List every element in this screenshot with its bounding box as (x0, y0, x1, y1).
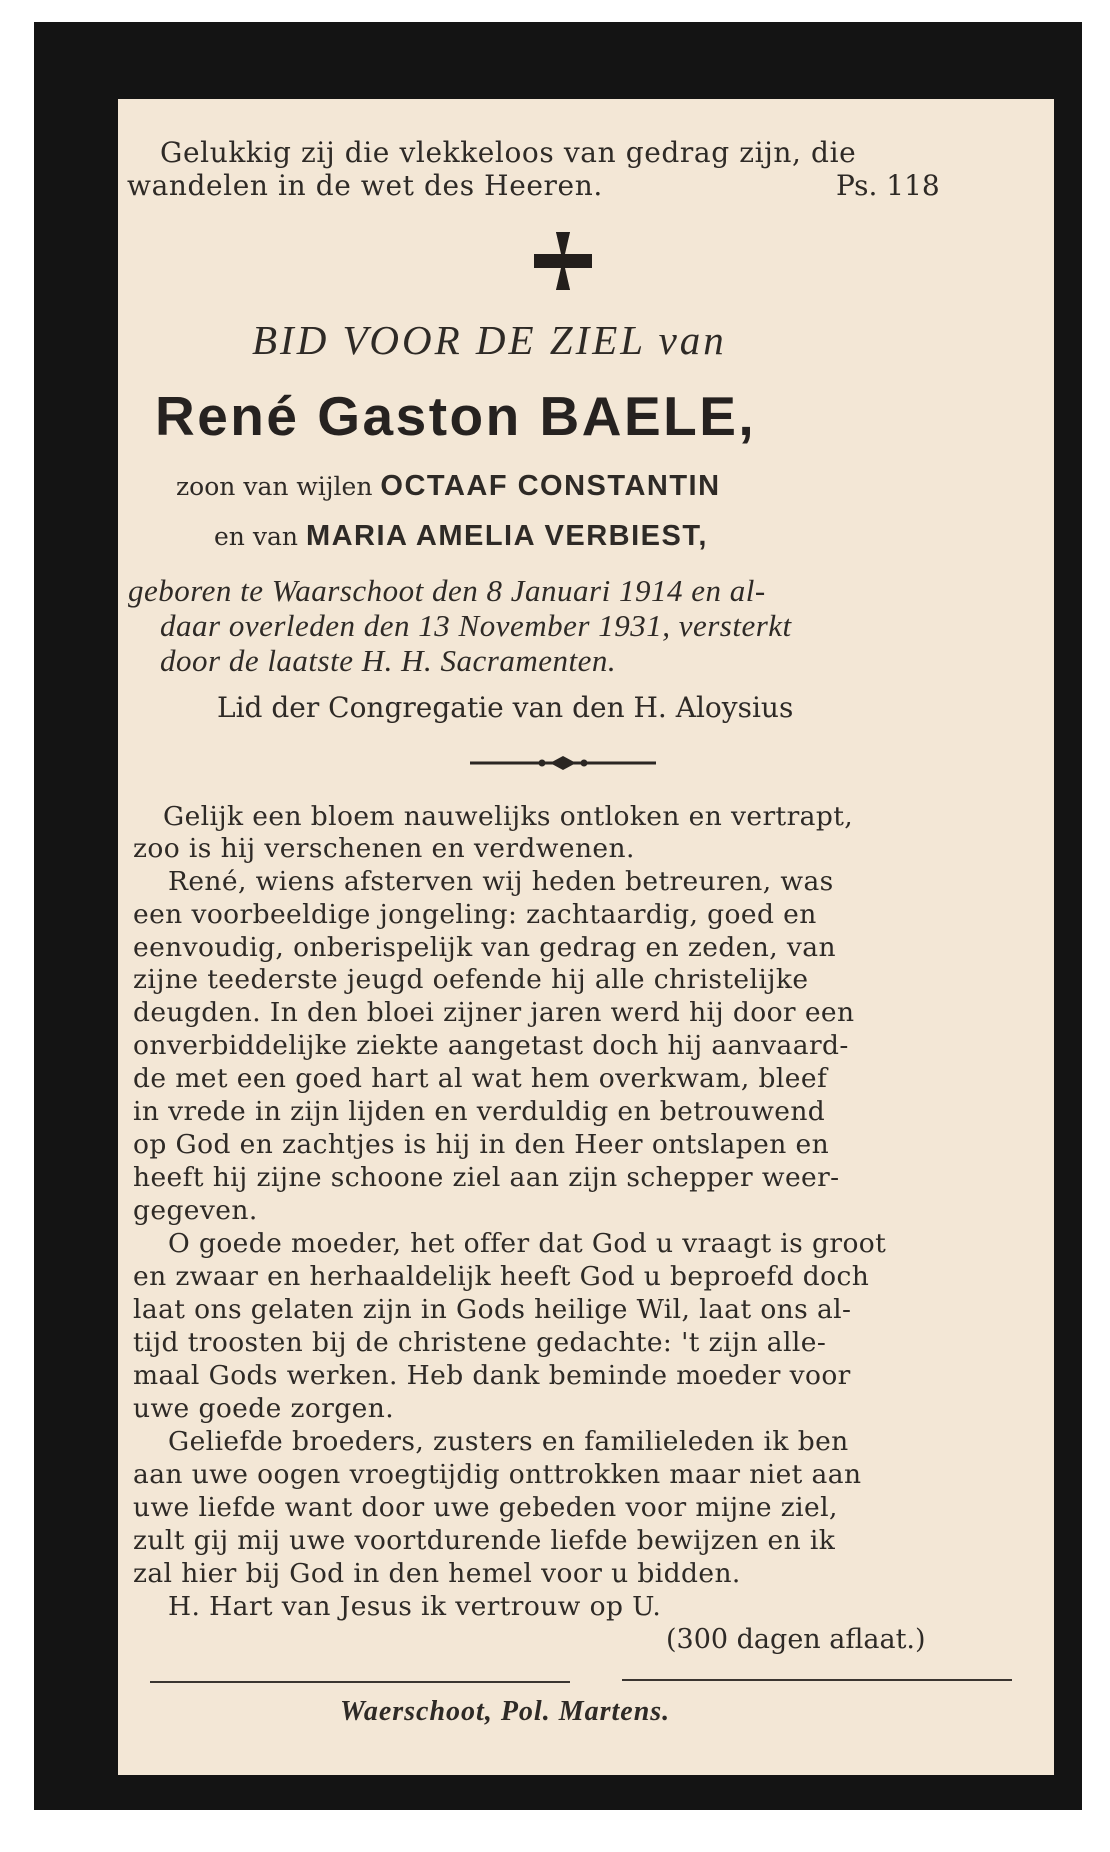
indulgence-note: (300 dagen aflaat.) (666, 1624, 926, 1655)
body-line-13: gegeven. (133, 1195, 258, 1226)
birth-line-2: daar overleden den 13 November 1931, versterkt (160, 608, 792, 643)
footer-rule-left (150, 1681, 570, 1683)
motto-line-2: wandelen in de wet des Heeren. (127, 169, 603, 202)
body-line-11: op God en zachtjes is hij in den Heer ontslapen en (133, 1129, 830, 1160)
body-line-18: maal Gods werken. Heb dank beminde moeder voor (133, 1360, 851, 1391)
body-line-25: H. Hart van Jesus ik vertrouw op U. (168, 1591, 662, 1622)
body-line-5: eenvoudig, onberispelijk van gedrag en zeden, van (133, 932, 836, 963)
body-line-24: zal hier bij God in den hemel voor u bidden. (133, 1558, 741, 1589)
father-line (176, 470, 721, 503)
body-line-4: een voorbeeldige jongeling: zachtaardig, goed en (133, 899, 817, 930)
body-line-8: onverbiddelijke ziekte aangetast doch hij aanvaard- (133, 1030, 849, 1061)
body-line-21: aan uwe oogen vroegtijdig onttrokken maar niet aan (133, 1459, 862, 1490)
printer-imprint: Waerschoot, Pol. Martens. (340, 1696, 671, 1727)
prayer-heading: BID VOOR DE ZIEL van (252, 317, 727, 363)
body-line-19: uwe goede zorgen. (133, 1393, 395, 1424)
divider-ornament-icon (470, 754, 656, 772)
body-line-7: deugden. In den bloei zijner jaren werd hij door een (133, 997, 855, 1028)
body-line-10: in vrede in zijn lijden en verduldig en betrouwend (133, 1096, 826, 1127)
footer-rule-right (622, 1679, 1012, 1681)
membership-line: Lid der Congregatie van den H. Aloysius (217, 691, 794, 724)
body-line-20: Geliefde broeders, zusters en familieleden ik ben (168, 1426, 849, 1457)
motto-line-1: Gelukkig zij die vlekkeloos van gedrag zijn, die (160, 136, 857, 169)
body-line-14: O goede moeder, het offer dat God u vraagt is groot (168, 1228, 887, 1259)
father-name: OCTAAF CONSTANTIN (380, 470, 721, 502)
body-line-1: Gelijk een bloem nauwelijks ontloken en vertrapt, (163, 801, 854, 832)
body-line-17: tijd troosten bij de christene gedachte: 't zijn alle- (133, 1327, 827, 1358)
mother-name: MARIA AMELIA VERBIEST, (305, 520, 708, 552)
body-line-6: zijne teederste jeugd oefende hij alle christelijke (133, 964, 809, 995)
birth-line-3: door de laatste H. H. Sacramenten. (160, 643, 617, 678)
deceased-name: René Gaston BAELE, (155, 385, 757, 447)
cross-pattee-icon (532, 230, 594, 292)
motto-reference: Ps. 118 (836, 169, 940, 202)
body-line-23: zult gij mij uwe voortdurende liefde bewijzen en ik (133, 1525, 836, 1556)
body-line-15: en zwaar en herhaaldelijk heeft God u beproefd doch (133, 1261, 870, 1292)
body-line-12: heeft hij zijne schoone ziel aan zijn schepper weer- (133, 1162, 840, 1193)
body-line-16: laat ons gelaten zijn in Gods heilige Wil, laat ons al- (133, 1294, 852, 1325)
body-line-9: de met een goed hart al wat hem overkwam, bleef (133, 1063, 828, 1094)
mother-line (214, 520, 708, 553)
father-prefix: zoon van wijlen (176, 472, 373, 501)
body-line-22: uwe liefde want door uwe gebeden voor mijne ziel, (133, 1492, 838, 1523)
mother-prefix: en van (214, 522, 298, 551)
body-line-2: zoo is hij verschenen en verdwenen. (133, 833, 635, 864)
birth-line-1: geboren te Waarschoot den 8 Januari 1914 en al- (128, 573, 766, 608)
body-line-3: René, wiens afsterven wij heden betreuren, was (168, 866, 834, 897)
